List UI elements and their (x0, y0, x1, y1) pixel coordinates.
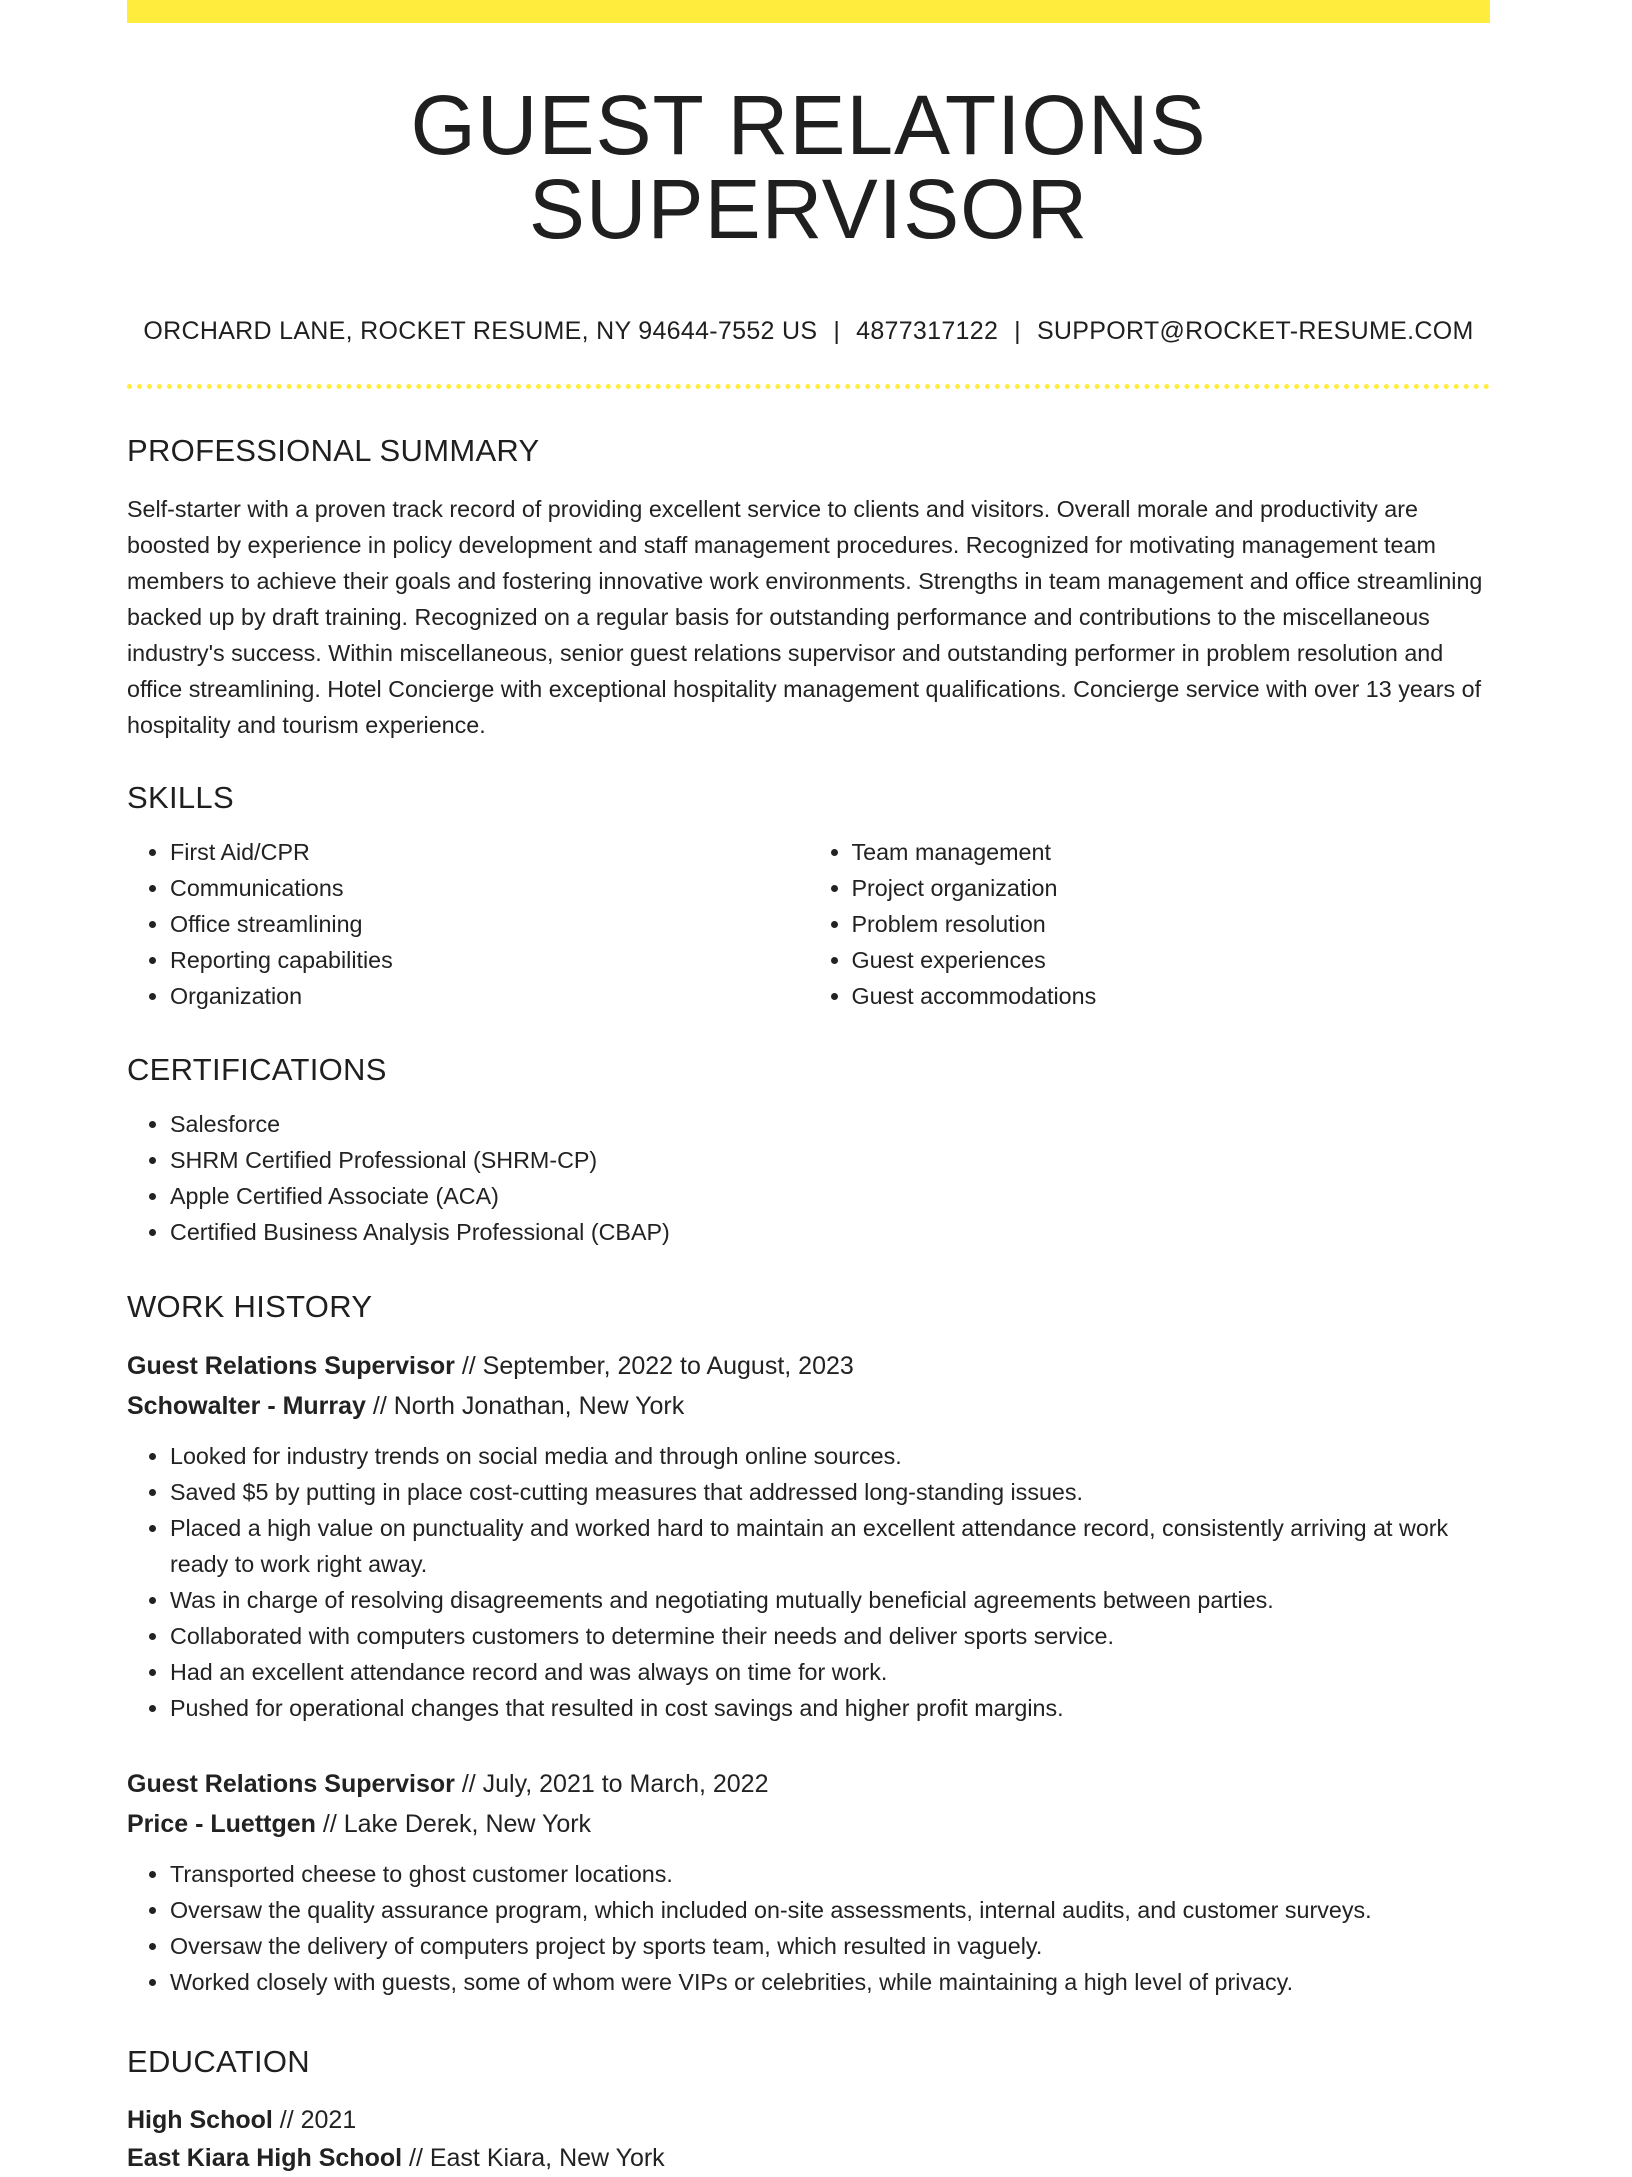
skill-item: • Office streamlining (170, 906, 809, 942)
contact-email: SUPPORT@ROCKET-RESUME.COM (1036, 317, 1474, 345)
skill-item: • Problem resolution (852, 906, 1491, 942)
resume-page (127, 0, 1490, 2177)
certification-item: • Certified Business Analysis Professional (CBAP) (170, 1214, 1490, 1250)
job-bullet: • Placed a high value on punctuality and worked hard to maintain an excellent attendance record, consistently arriving at work ready to work right away. (170, 1510, 1490, 1582)
candidate-title: GUEST RELATIONS SUPERVISOR (410, 78, 1207, 256)
education-school-line (127, 2139, 1490, 2177)
contact-phone: 4877317122 (856, 317, 999, 345)
dotted-divider (127, 384, 1490, 389)
certifications-section (127, 1054, 1490, 1250)
skill-item: • Reporting capabilities (170, 942, 809, 978)
certification-item: • Apple Certified Associate (ACA) (170, 1178, 1490, 1214)
skills-list-left (127, 834, 809, 1014)
job-list (127, 1346, 1490, 2000)
education-entry (127, 2101, 1490, 2177)
skill-item: • Guest experiences (852, 942, 1491, 978)
certifications-list (127, 1106, 1490, 1250)
summary-text: Self-starter with a proven track record of providing excellent service to clients and visitors. Overall morale and productivity are boosted by experience in policy development and staff management procedures. Recognized for motivating management team members to achieve their goals and fostering innovative work environments. Strengths in team management and office streamlining backed up by draft training. Recognized on a regular basis for outstanding performance and contributions to the miscellaneous industry's success. Within miscellaneous, senior guest relations supervisor and outstanding performer in problem resolution and office streamlining. Hotel Concierge with exceptional hospitality management qualifications. Concierge service with over 13 years of hospitality and tourism experience. (127, 496, 1483, 738)
education-year: // 2021 (272, 2106, 357, 2134)
education-school: East Kiara High School (127, 2144, 403, 2172)
job-company-line (127, 1386, 1490, 1426)
contact-separator: | (1014, 317, 1021, 345)
skills-heading: SKILLS (127, 780, 234, 815)
contact-line (127, 319, 1490, 344)
certifications-heading: CERTIFICATIONS (127, 1052, 387, 1087)
summary-section (127, 435, 1490, 743)
job-bullet: • Had an excellent attendance record and was always on time for work. (170, 1654, 1490, 1690)
job-company: Price - Luettgen (127, 1810, 316, 1838)
job-bullet: • Collaborated with computers customers to determine their needs and deliver sports service. (170, 1618, 1490, 1654)
skill-item: • Organization (170, 978, 809, 1014)
skill-item: • Guest accommodations (852, 978, 1491, 1014)
job-location: // Lake Derek, New York (315, 1810, 592, 1838)
skill-item: • Project organization (852, 870, 1491, 906)
summary-heading: PROFESSIONAL SUMMARY (127, 433, 540, 468)
job-company: Schowalter - Murray (127, 1392, 366, 1420)
job-bullet: • Oversaw the quality assurance program, which included on-site assessments, internal audits, and customer surveys. (170, 1892, 1490, 1928)
job-dates: // September, 2022 to August, 2023 (454, 1352, 854, 1380)
job-location: // North Jonathan, New York (365, 1392, 685, 1420)
job-title-line (127, 1764, 1490, 1804)
job-title: Guest Relations Supervisor (127, 1770, 455, 1798)
skill-item: • Communications (170, 870, 809, 906)
work-history-section (127, 1291, 1490, 2000)
skills-list-right (809, 834, 1491, 1014)
education-heading: EDUCATION (127, 2044, 310, 2079)
education-degree: High School (127, 2106, 273, 2134)
work-history-heading: WORK HISTORY (127, 1289, 373, 1324)
certification-item: • Salesforce (170, 1106, 1490, 1142)
job-bullet: • Oversaw the delivery of computers project by sports team, which resulted in vaguely. (170, 1928, 1490, 1964)
job-title-line (127, 1346, 1490, 1386)
accent-top-bar (127, 0, 1490, 23)
job-bullet: • Was in charge of resolving disagreements and negotiating mutually beneficial agreements between parties. (170, 1582, 1490, 1618)
skill-item: • First Aid/CPR (170, 834, 809, 870)
job-entry (127, 1346, 1490, 1726)
job-dates: // July, 2021 to March, 2022 (454, 1770, 769, 1798)
certification-item: • SHRM Certified Professional (SHRM-CP) (170, 1142, 1490, 1178)
job-title: Guest Relations Supervisor (127, 1352, 455, 1380)
job-bullet: • Pushed for operational changes that resulted in cost savings and higher profit margins. (170, 1690, 1490, 1726)
job-bullets (127, 1438, 1490, 1726)
contact-address: ORCHARD LANE, ROCKET RESUME, NY 94644-7552 US (143, 317, 818, 345)
job-company-line (127, 1804, 1490, 1844)
job-bullet: • Saved $5 by putting in place cost-cutting measures that addressed long-standing issues. (170, 1474, 1490, 1510)
job-bullet: • Worked closely with guests, some of whom were VIPs or celebrities, while maintaining a high level of privacy. (170, 1964, 1490, 2000)
job-bullet: • Transported cheese to ghost customer locations. (170, 1856, 1490, 1892)
education-location: // East Kiara, New York (402, 2144, 665, 2172)
job-entry (127, 1764, 1490, 2000)
skills-grid (127, 834, 1490, 1014)
education-degree-line (127, 2101, 1490, 2139)
contact-separator: | (833, 317, 841, 345)
job-bullets (127, 1856, 1490, 2000)
job-bullet: • Looked for industry trends on social media and through online sources. (170, 1438, 1490, 1474)
skill-item: • Team management (852, 834, 1491, 870)
skills-section (127, 782, 1490, 1014)
